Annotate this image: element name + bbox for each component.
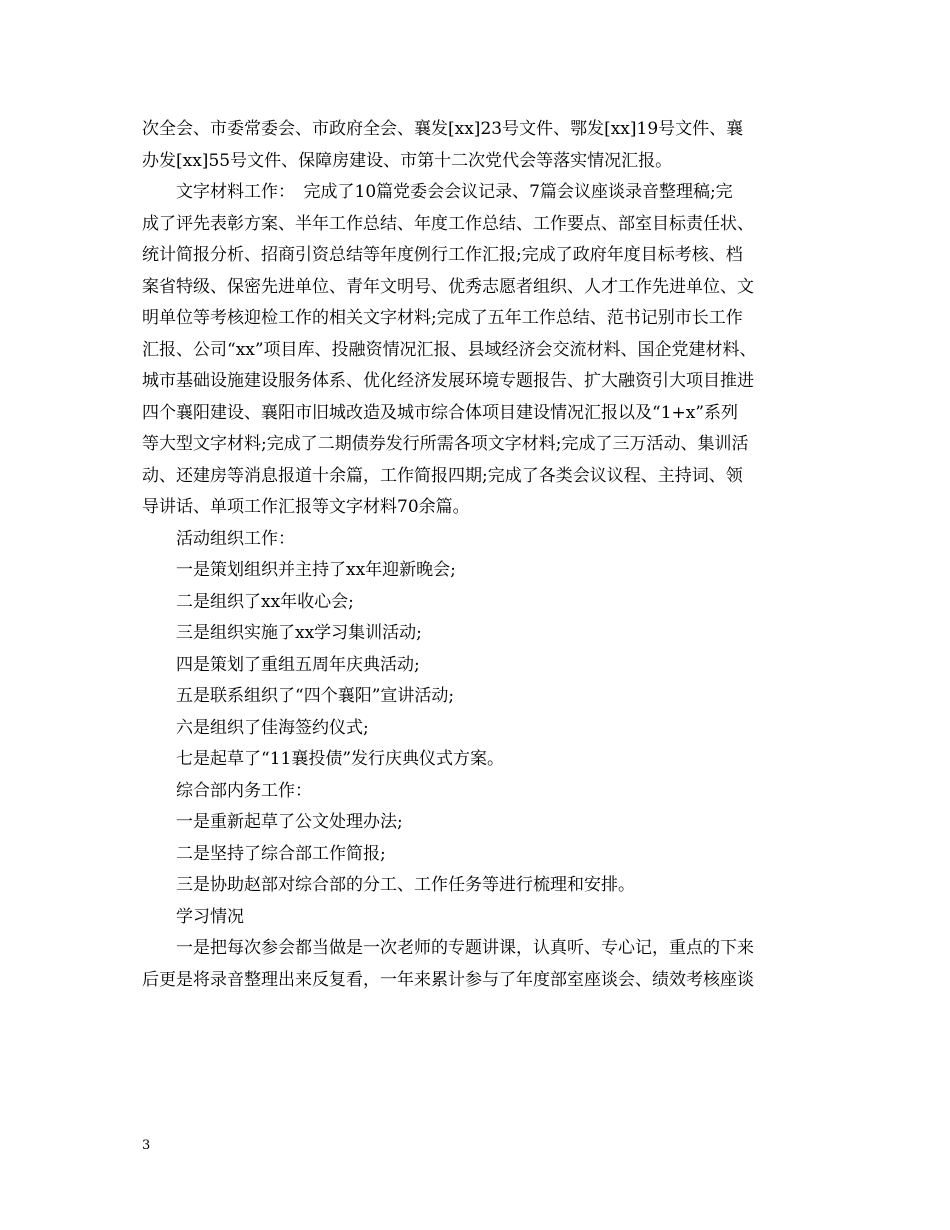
text-line: 明单位等考核迎检工作的相关文字材料;完成了五年工作总结、范书记别市长工作 bbox=[142, 308, 743, 328]
list-item: 六是组织了佳海签约仪式; bbox=[176, 717, 369, 738]
text-line: 城市基础设施建设服务体系、优化经济发展环境专题报告、扩大融资引大项目推进 bbox=[142, 371, 754, 391]
list-item: 四是策划了重组五周年庆典活动; bbox=[176, 654, 420, 675]
text-line: 案省特级、保密先进单位、青年文明号、优秀志愿者组织、人才工作先进单位、文 bbox=[142, 276, 754, 297]
section-heading: 学习情况 bbox=[176, 906, 244, 927]
paragraph-first-line: 一是把每次参会都当做是一次老师的专题讲课，认真听、专心记，重点的下来 bbox=[176, 938, 754, 958]
section-heading: 活动组织工作： bbox=[176, 528, 295, 549]
text-line: 汇报、公司“xx”项目库、投融资情况汇报、县域经济会交流材料、国企党建材料、 bbox=[142, 339, 757, 360]
section-heading: 综合部内务工作： bbox=[176, 780, 312, 801]
list-item: 三是协助赵部对综合部的分工、工作任务等进行梳理和安排。 bbox=[176, 875, 635, 895]
text-line: 次全会、市委常委会、市政府全会、襄发[xx]23号文件、鄂发[xx]19号文件、襄 bbox=[142, 119, 744, 139]
text-line: 成了评先表彰方案、半年工作总结、年度工作总结、工作要点、部室目标责任状、 bbox=[142, 213, 754, 234]
list-item: 七是起草了“11襄投债”发行庆典仪式方案。 bbox=[176, 749, 505, 769]
list-item: 三是组织实施了xx学习集训活动; bbox=[176, 623, 422, 643]
list-item: 二是组织了xx年收心会; bbox=[176, 591, 354, 612]
text-line: 办发[xx]55号文件、保障房建设、市第十二次党代会等落实情况汇报。 bbox=[142, 150, 673, 171]
body-text bbox=[142, 114, 822, 996]
page-number: 3 bbox=[142, 1138, 151, 1153]
list-item: 五是联系组织了“四个襄阳”宣讲活动; bbox=[176, 686, 455, 706]
text-line: 统计简报分析、招商引资总结等年度例行工作汇报;完成了政府年度目标考核、档 bbox=[142, 245, 743, 265]
list-item: 一是重新起草了公文处理办法; bbox=[176, 812, 403, 832]
list-item: 二是坚持了综合部工作简报; bbox=[176, 843, 386, 864]
text-line: 等大型文字材料;完成了二期债券发行所需各项文字材料;完成了三万活动、集训活 bbox=[142, 434, 749, 454]
text-line: 动、还建房等消息报道十余篇，工作简报四期;完成了各类会议议程、主持词、领 bbox=[142, 465, 743, 486]
paragraph-first-line: 文字材料工作： 完成了10篇党委会会议记录、7篇会议座谈录音整理稿;完 bbox=[176, 182, 733, 202]
text-line: 四个襄阳建设、襄阳市旧城改造及城市综合体项目建设情况汇报以及“1+x”系列 bbox=[142, 402, 739, 423]
text-line: 后更是将录音整理出来反复看，一年来累计参与了年度部室座谈会、绩效考核座谈 bbox=[142, 969, 754, 990]
list-item: 一是策划组织并主持了xx年迎新晚会; bbox=[176, 560, 456, 580]
text-line: 导讲话、单项工作汇报等文字材料70余篇。 bbox=[142, 497, 470, 517]
